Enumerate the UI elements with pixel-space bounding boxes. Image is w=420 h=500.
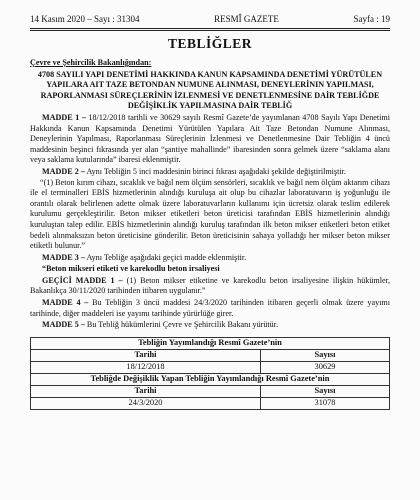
provisional-heading: “Beton mikseri etiketi ve karekodlu beton irsaliyesi — [42, 264, 220, 274]
page-header — [30, 12, 390, 26]
table-cell-date: 18/12/2018 — [31, 361, 261, 373]
table-cell-number: 30629 — [261, 361, 390, 373]
header-rule-bottom — [30, 30, 390, 31]
column-header-date: Tarihi — [31, 385, 261, 397]
regulation-title: 4708 SAYILI YAPI DENETİMİ HAKKINDA KANUN KAPSAMINDA DENETİMİ YÜRÜTÜLEN YAPILARA AIT TAZE BETONDAN NUMUNE ALINMASI, DENEYLERİNIN YAPILMASI, RAPORLANMASI SÜREÇLERİNİN İZLENMESİ VE DENETLENMESİNE DAİR TEBLİĞDE DEĞİŞİKLİK YAPILMASINA DAİR TEBLİĞ — [37, 69, 383, 111]
article-text: 18/12/2018 tarihli ve 30629 sayılı Resmî Gazete’de yayımlanan 4708 Sayılı Yapı Denetimi Hakkında Kanun Kapsamında Denetimi Yürütülen Yapılara Ait Taze Betondan Numune Alınması, Deneylerinin Yapılması, Raporlanması Süreçlerinin İzlenmesi ve Denetlenmesine Dair Tebliğin 4 üncü maddesinin beşinci fıkrasında yer alan “şantiye mahallinde” ibaresinden sonra gelmek üzere “saklama alanı veya saklama kutularında” ibaresi eklenmiştir. — [30, 112, 391, 165]
table-heading: Tebliğin Yayımlandığı Resmî Gazete’nin — [31, 337, 390, 349]
article-label: MADDE 5 – — [42, 320, 85, 330]
page-number: Sayfa : 19 — [353, 14, 390, 24]
article-4 — [30, 298, 390, 319]
article-3 — [30, 253, 390, 264]
table-cell-number: 31078 — [261, 397, 390, 409]
table-cell-date: 24/3/2020 — [31, 397, 261, 409]
institution-name: Çevre ve Şehircilik Bakanlığından: — [30, 58, 152, 67]
article-label: MADDE 3 – — [42, 252, 85, 262]
article-label: GEÇİCİ MADDE 1 – — [42, 275, 123, 285]
article-2 — [30, 167, 390, 178]
document-body — [30, 58, 390, 410]
article-label: MADDE 4 – — [42, 298, 89, 308]
column-header-date: Tarihi — [31, 349, 261, 361]
article-2-quote: “(1) Beton kırım cihazı, sıcaklık ve bağıl nem ölçüm sensörleri, sıcaklık ve bağıl nem ölçüm aktarım cihazı ile el terminalleri EBİS hizmetlerinin alındığı kuruluşa ait olup bu cihazlar laboratuvarın iş yoğunluğu ile orantılı olarak belirlenen adette olmak üzere laboratuvarların kullanımı için ücretsiz olarak teslim edilerek kurulumu gerçekleştirilir. Beton mikser etiketleri beton üreticisi tarafından EBİS hizmetlerinin alındığı kuruluştan talep edilir. EBİS hizmetlerinin alındığı kuruluş tarafından ilk beton mikser etiketleri beton etiket bedeli alınmaksızın beton üreticisine gönderilir. Beton üreticisinin sahaya yolladığı her mikser beton mikser etiketli bulunur.” — [30, 177, 390, 251]
gazette-reference-table — [30, 337, 390, 410]
article-label: MADDE 1 – — [42, 112, 86, 122]
article-label: MADDE 2 – — [42, 166, 85, 176]
column-header-number: Sayısı — [261, 349, 390, 361]
article-text: Bu Tebliğin 3 üncü maddesi 24/3/2020 tarihinden itibaren geçerli olmak üzere yayımı tarihinde, diğer maddeleri ise yayımı tarihinde yürürlüğe girer. — [30, 298, 390, 318]
article-text: (1) Beton mikser etiketine ve karekodlu beton irsaliyesine ilişkin hükümler, Bakanlıkça 30/11/2020 tarihinden itibaren uygulanır.” — [30, 275, 391, 296]
article-1 — [30, 113, 390, 166]
header-rule-top — [30, 28, 390, 29]
gazette-name: RESMÎ GAZETE — [214, 14, 279, 24]
article-text: Aynı Tebliğe aşağıdaki geçici madde eklenmiştir. — [86, 252, 247, 262]
table-heading: Tebliğde Değişiklik Yapan Tebliğin Yayımlandığı Resmî Gazete’nin — [31, 373, 390, 385]
article-text: Aynı Tebliğin 5 inci maddesinin birinci fıkrası aşağıdaki şekilde değiştirilmiştir. — [86, 166, 346, 176]
column-header-number: Sayısı — [261, 385, 390, 397]
article-5 — [30, 320, 390, 331]
article-text: Bu Tebliğ hükümlerini Çevre ve Şehircilik Bakanı yürütür. — [86, 320, 279, 330]
provisional-article — [30, 276, 390, 297]
section-title: TEBLİĞLER — [167, 36, 253, 51]
issue-date: 14 Kasım 2020 – Sayı : 31304 — [30, 14, 140, 24]
